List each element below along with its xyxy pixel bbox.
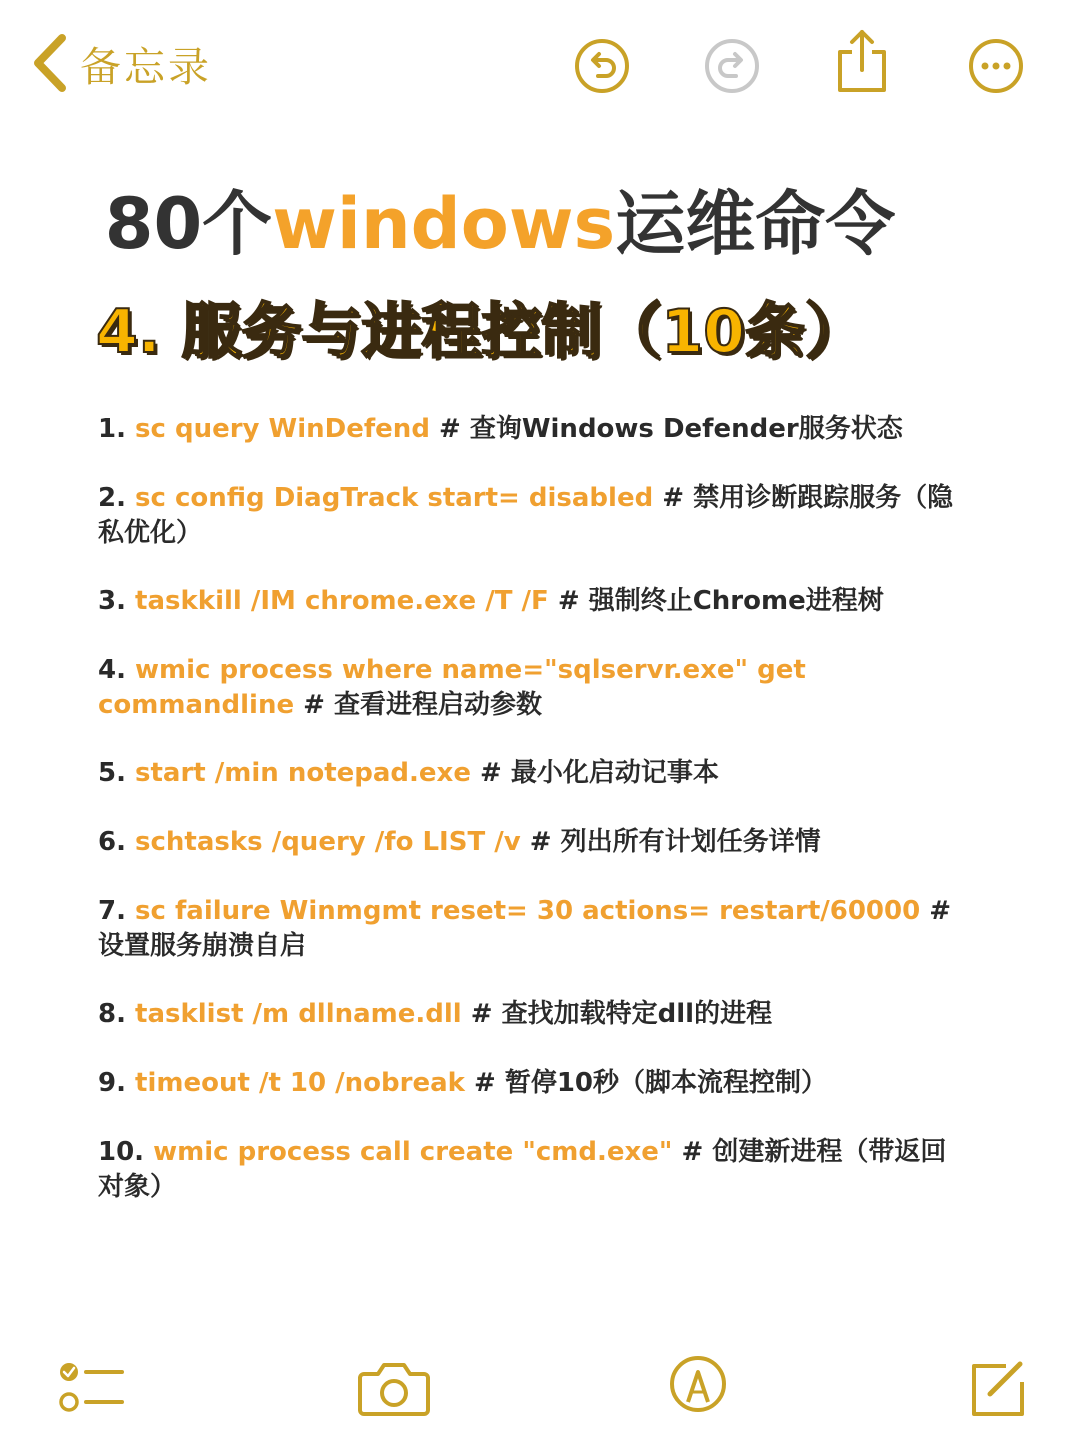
redo-button[interactable] bbox=[704, 38, 760, 94]
command-code: sc failure Winmgmt reset= 30 actions= restart/60000 bbox=[135, 896, 921, 926]
command-code: wmic process where name="sqlservr.exe" get commandline bbox=[98, 655, 806, 720]
command-comment: # 强制终止Chrome进程树 bbox=[557, 586, 884, 616]
markup-icon bbox=[668, 1354, 728, 1414]
checklist-icon bbox=[58, 1360, 126, 1416]
list-item: 7. sc failure Winmgmt reset= 30 actions= restart/60000 # 设置服务崩溃自启 bbox=[98, 896, 952, 961]
command-code: timeout /t 10 /nobreak bbox=[135, 1068, 465, 1098]
back-button[interactable] bbox=[28, 32, 212, 94]
note-title bbox=[0, 168, 1000, 269]
command-comment: # 创建新进程（带返回对象） bbox=[98, 1137, 947, 1202]
compose-button[interactable] bbox=[966, 1358, 1026, 1422]
command-code: taskkill /IM chrome.exe /T /F bbox=[135, 586, 549, 616]
section-heading: 4. 服务与进程控制（10条） bbox=[96, 297, 865, 367]
undo-button[interactable] bbox=[574, 38, 630, 94]
command-comment: # 设置服务崩溃自启 bbox=[98, 896, 952, 961]
redo-icon bbox=[704, 38, 760, 94]
command-code: wmic process call create "cmd.exe" bbox=[153, 1137, 673, 1167]
command-comment: # 查找加载特定dll的进程 bbox=[470, 999, 773, 1029]
command-comment: # 最小化启动记事本 bbox=[480, 758, 719, 788]
command-code: sc query WinDefend bbox=[135, 414, 430, 444]
camera-button[interactable] bbox=[358, 1358, 430, 1422]
command-code: tasklist /m dllname.dll bbox=[135, 999, 462, 1029]
command-list bbox=[98, 412, 958, 1238]
compose-icon bbox=[966, 1358, 1026, 1418]
share-button[interactable] bbox=[834, 28, 890, 94]
list-item: 5. start /min notepad.exe # 最小化启动记事本 bbox=[98, 758, 719, 788]
list-item: 6. schtasks /query /fo LIST /v # 列出所有计划任务详情 bbox=[98, 827, 821, 857]
more-icon bbox=[968, 38, 1024, 94]
list-item: 8. tasklist /m dllname.dll # 查找加载特定dll的进程 bbox=[98, 999, 773, 1029]
markup-button[interactable] bbox=[668, 1354, 728, 1418]
checklist-button[interactable] bbox=[58, 1360, 126, 1420]
command-comment: # 暂停10秒（脚本流程控制） bbox=[474, 1068, 828, 1098]
command-comment: # 禁用诊断跟踪服务（隐私优化） bbox=[98, 483, 954, 548]
title-accent: windows bbox=[272, 183, 616, 265]
list-item: 10. wmic process call create "cmd.exe" # 创建新进程（带返回对象） bbox=[98, 1137, 947, 1202]
command-code: start /min notepad.exe bbox=[135, 758, 471, 788]
list-item: 1. sc query WinDefend # 查询Windows Defender服务状态 bbox=[98, 414, 903, 444]
command-code: schtasks /query /fo LIST /v bbox=[135, 827, 521, 857]
list-item: 3. taskkill /IM chrome.exe /T /F # 强制终止Chrome进程树 bbox=[98, 586, 884, 616]
camera-icon bbox=[358, 1358, 430, 1418]
title-prefix: 80个 bbox=[104, 183, 273, 265]
list-item: 4. wmic process where name="sqlservr.exe" get commandline # 查看进程启动参数 bbox=[98, 655, 806, 720]
list-item: 2. sc config DiagTrack start= disabled # 禁用诊断跟踪服务（隐私优化） bbox=[98, 483, 954, 548]
command-code: sc config DiagTrack start= disabled bbox=[135, 483, 654, 513]
command-comment: # 查询Windows Defender服务状态 bbox=[439, 414, 903, 444]
back-label: 备忘录 bbox=[80, 42, 212, 91]
command-comment: # 列出所有计划任务详情 bbox=[529, 827, 821, 857]
command-comment: # 查看进程启动参数 bbox=[303, 690, 542, 720]
share-icon bbox=[834, 28, 890, 94]
bottom-toolbar bbox=[0, 1340, 1080, 1440]
undo-icon bbox=[574, 38, 630, 94]
title-suffix: 运维命令 bbox=[615, 183, 896, 265]
top-toolbar bbox=[0, 0, 1080, 130]
more-button[interactable] bbox=[968, 38, 1024, 94]
list-item: 9. timeout /t 10 /nobreak # 暂停10秒（脚本流程控制） bbox=[98, 1068, 828, 1098]
chevron-left-icon bbox=[28, 32, 72, 94]
